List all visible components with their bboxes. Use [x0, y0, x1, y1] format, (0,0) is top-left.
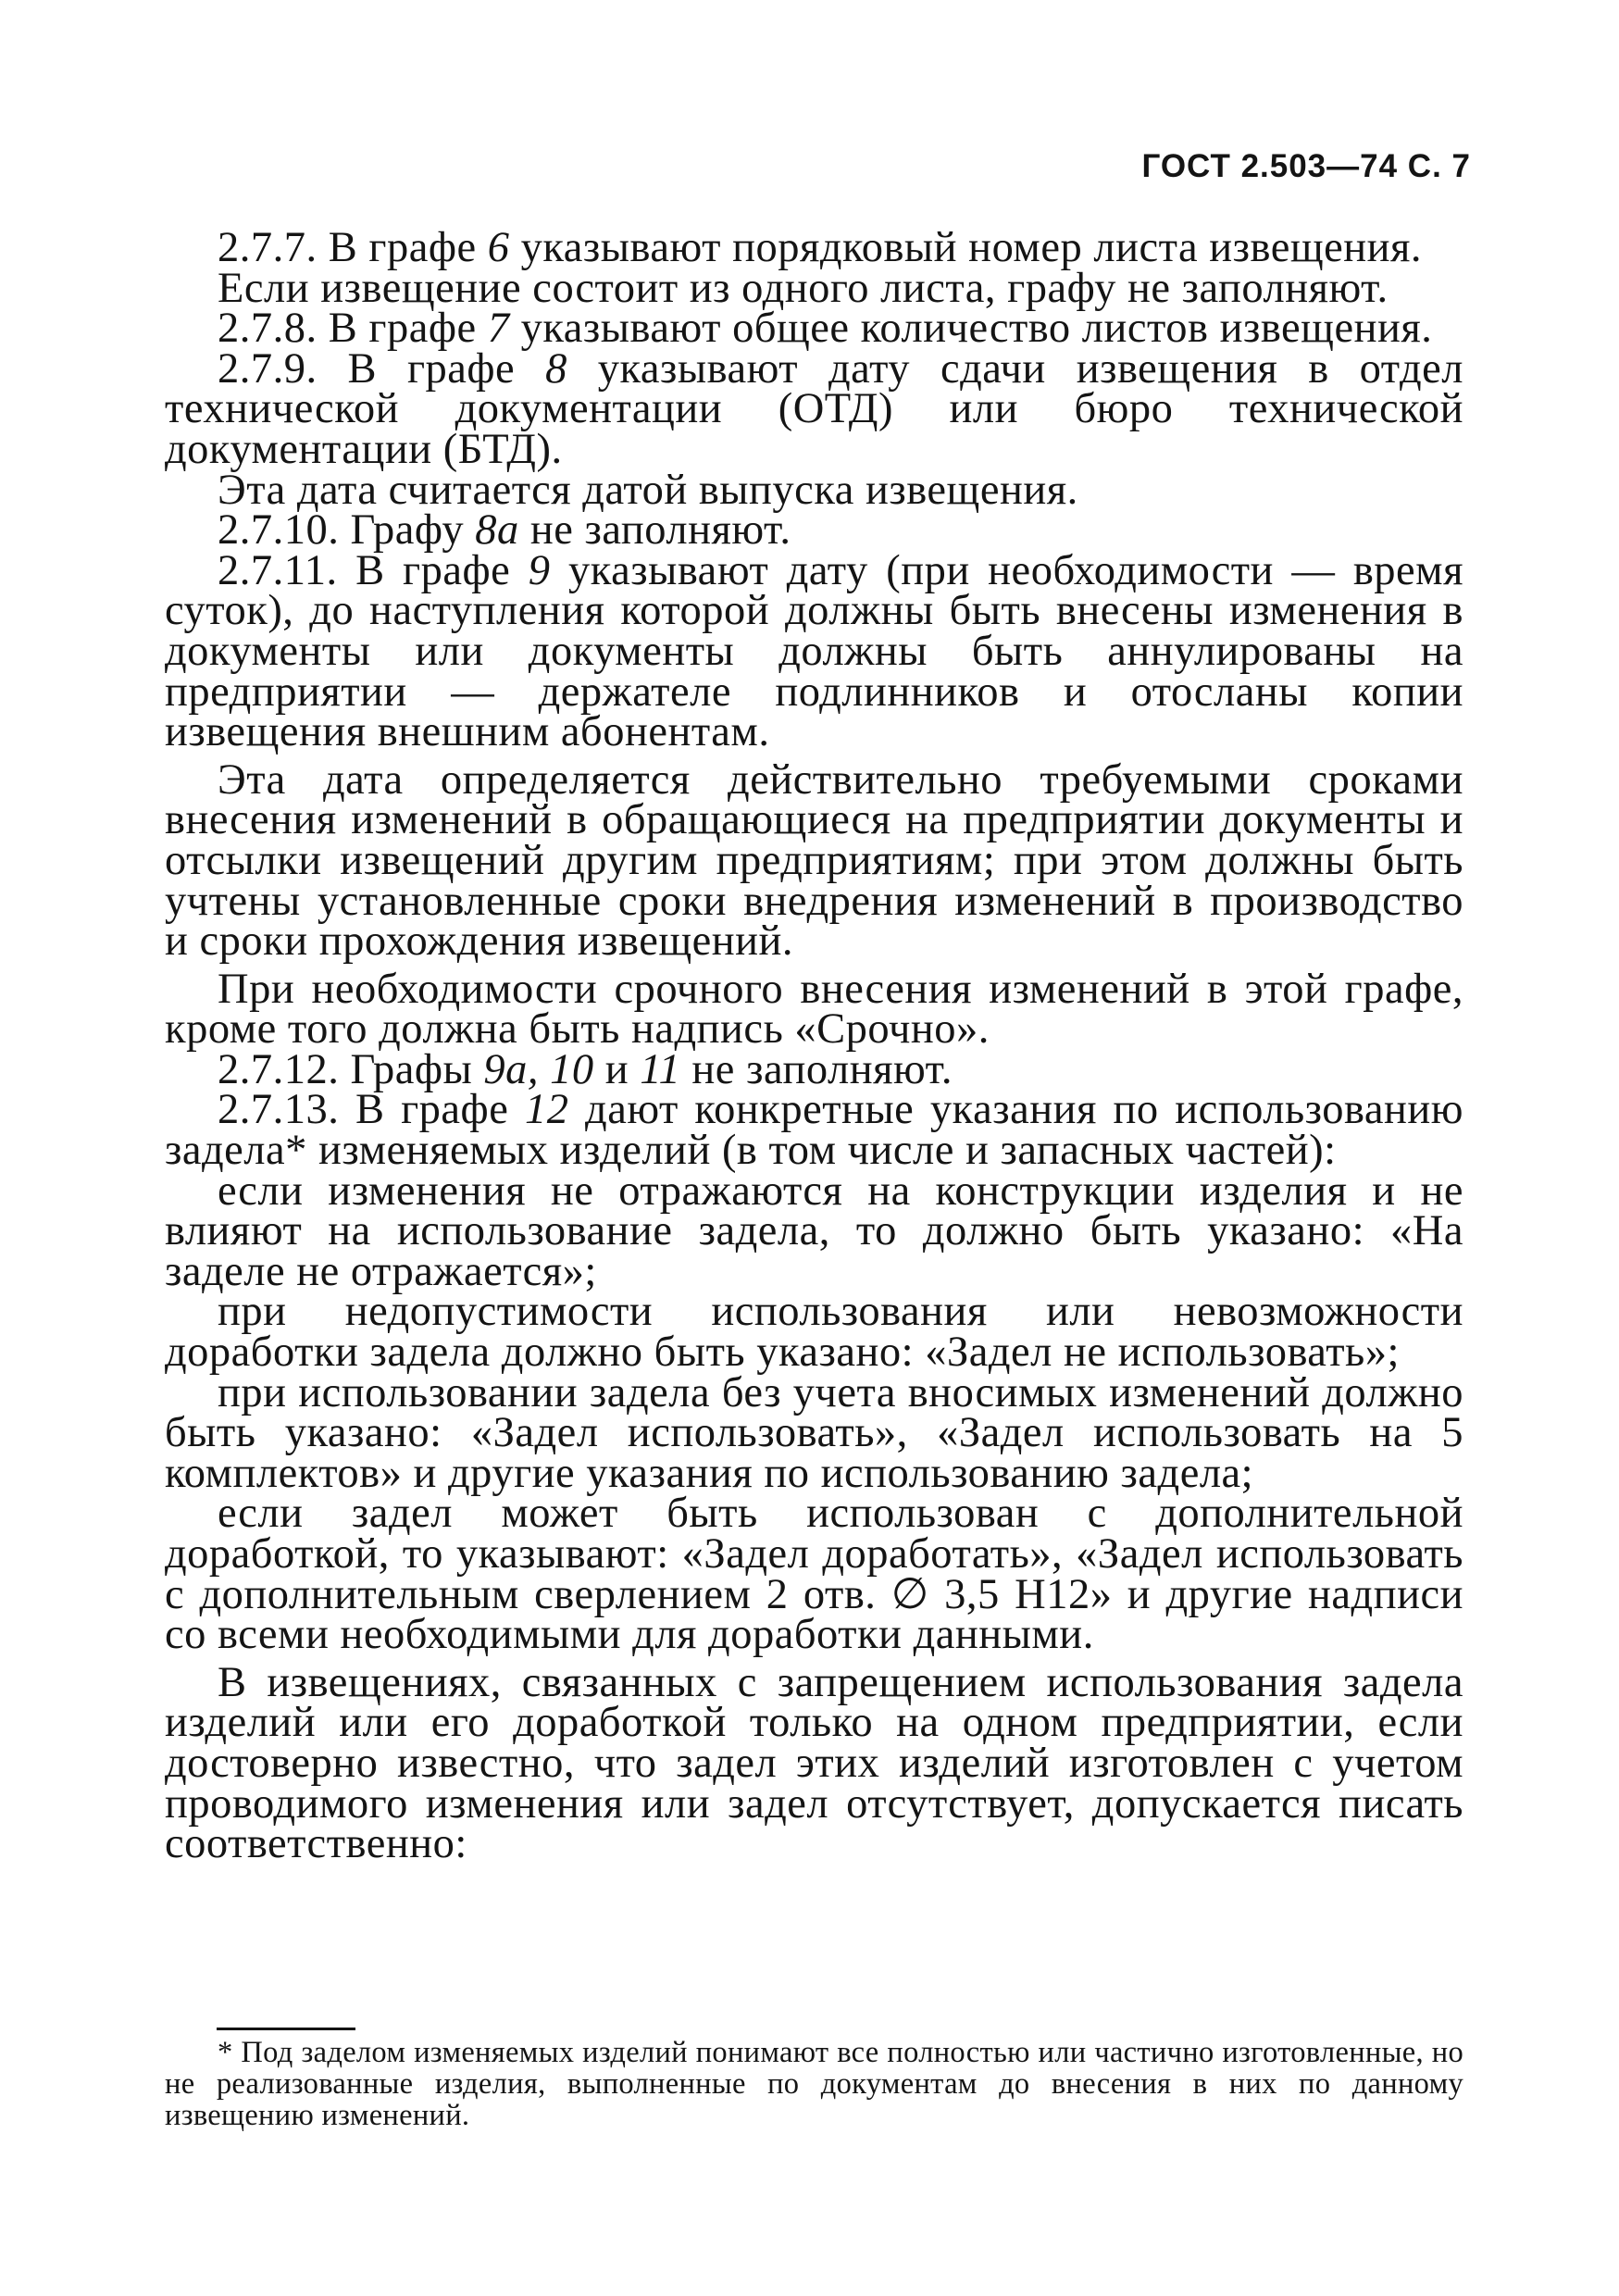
paragraph-2-7-7: 2.7.7. В графе 6 указывают порядковый номер листа извещения.	[218, 224, 1423, 271]
footnote: * Под заделом изменяемых изделий понимают все полностью или частично изготовленные, но не реализованные изделия, выполненные по документам до внесения в них по данному извещению изменений.	[165, 2036, 1463, 2132]
paragraph: Эта дата определяется действительно требуемыми сроками внесения изменений в обращающиеся на предприятии документы и отсылки извещений другим предприятиям; при этом должны быть учтены установленные сроки внедрения изменений в производство и сроки прохождения извещений.	[165, 755, 1463, 966]
footnote-divider	[217, 2028, 355, 2030]
paragraph: если задел может быть использован с дополнительной доработкой, то указывают: «Задел доработать», «Задел использовать с дополнительным сверлением 2 отв. ∅ 3,5 Н12» и другие надписи со всеми необходимыми для доработки данными.	[165, 1490, 1463, 1659]
paragraph: при недопустимости использования или невозможности доработки задела должно быть указано: «Задел не использовать»;	[165, 1288, 1463, 1377]
paragraph: при использовании задела без учета вносимых изменений должно быть указано: «Задел использовать», «Задел использовать на 5 комплектов» и другие указания по использованию задела;	[165, 1368, 1463, 1497]
paragraph: Эта дата считается датой выпуска извещения.	[218, 466, 1078, 514]
paragraph-2-7-12: 2.7.12. Графы 9а, 10 и 11 не заполняют.	[218, 1045, 953, 1093]
paragraph-2-7-11: 2.7.11. В графе 9 указывают дату (при необходимости — время суток), до наступления которой должны быть внесены изменения в документы или документы должны быть аннулированы на предприятии — держателе подлинников и отосланы копии извещения внешним абонентам.	[165, 546, 1463, 756]
body-text	[165, 224, 1464, 1868]
paragraph: Если извещение состоит из одного листа, графу не заполняют.	[218, 264, 1389, 312]
paragraph-2-7-9: 2.7.9. В графе 8 указывают дату сдачи извещения в отдел технической документации (ОТД) или бюро технической документации (БТД).	[165, 344, 1464, 473]
paragraph-2-7-10: 2.7.10. Графу 8а не заполняют.	[218, 506, 791, 555]
running-head: ГОСТ 2.503—74 С. 7	[1141, 148, 1471, 184]
paragraph: При необходимости срочного внесения изменений в этой графе, кроме того должна быть надпись «Срочно».	[165, 965, 1463, 1054]
paragraph-2-7-13: 2.7.13. В графе 12 дают конкретные указания по использованию задела* изменяемых изделий (в том числе и запасных частей):	[165, 1086, 1464, 1175]
paragraph: В извещениях, связанных с запрещением использования задела изделий или его доработкой только на одном предприятии, если достоверно известно, что задел этих изделий изготовлен с учетом проводимого изменения или задел отсутствует, допускается писать соответственно:	[165, 1658, 1463, 1868]
paragraph-2-7-8: 2.7.8. В графе 7 указывают общее количество листов извещения.	[218, 305, 1433, 353]
paragraph: если изменения не отражаются на конструкции изделия и не влияют на использование задела, то должно быть указано: «На заделе не отражается»;	[165, 1167, 1463, 1295]
